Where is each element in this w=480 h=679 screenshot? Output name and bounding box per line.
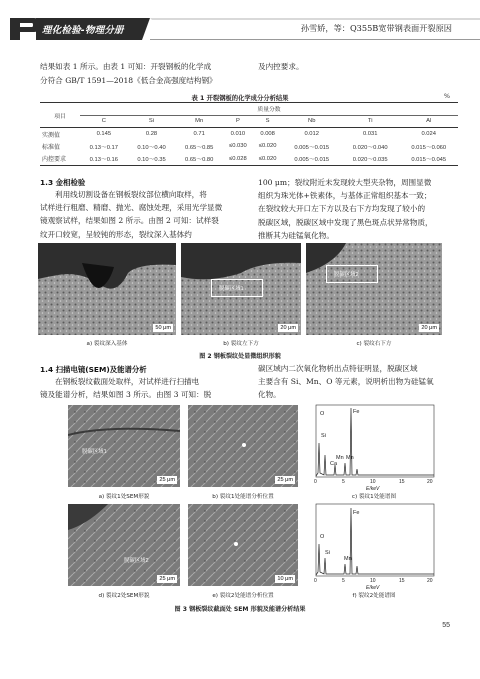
subfigure-caption: e) 裂纹2处能谱分析位置: [212, 593, 274, 599]
table-cell: 0.031: [362, 131, 378, 137]
table-cell: ≤0.030: [229, 143, 247, 150]
table-cell: 0.024: [421, 131, 436, 137]
x-axis-label: E/keV: [366, 486, 380, 491]
element-header: C: [80, 115, 128, 128]
row-label: 实测值: [42, 131, 61, 139]
element-header: Si: [128, 115, 176, 128]
table-row: [40, 153, 458, 166]
running-title: 孙雪娇，等：Q355B宽带钢表面开裂原因: [300, 23, 452, 33]
scale-bar-label: 25 μm: [159, 576, 175, 582]
peak-label: Fe: [353, 510, 360, 516]
tick-label: 10: [370, 479, 376, 485]
peak-label: Mn: [346, 455, 354, 461]
subfigure-caption: a) 裂纹1处SEM形貌: [98, 494, 150, 500]
element-header: Al: [399, 115, 458, 128]
eds-spectrum-f: [306, 502, 442, 590]
text-line: 推断其为硅锰氧化物。: [258, 230, 334, 240]
subfigure-caption: b) 裂纹左下方: [223, 341, 259, 347]
scale-bar-label: 20 μm: [421, 325, 437, 331]
table-cell: 0.28: [145, 131, 158, 137]
eds-spectrum-c: [306, 403, 442, 491]
section-1-4-left: [40, 375, 242, 401]
section-heading: 1.4 扫描电镜(SEM)及能谱分析: [40, 365, 147, 374]
scale-bar-label: 25 μm: [159, 477, 175, 483]
peak-label: Mn: [336, 455, 344, 461]
text-line: 分符合 GB/T 1591—2018《低合金高强度结构钢》: [40, 75, 217, 85]
peak-label: Mn: [344, 556, 352, 562]
tick-label: 15: [399, 578, 405, 584]
peak-label: O: [320, 411, 325, 417]
text-line: 在钢板裂纹截面处取样，对试样进行扫描电: [55, 377, 200, 386]
x-axis-label: E/keV: [366, 585, 380, 590]
table-cell: 0.13～0.17: [89, 144, 119, 151]
page-number: 55: [442, 622, 450, 629]
text-line: 结果如表 1 所示。由表 1 可知：开裂钢板的化学成: [40, 62, 212, 71]
subfigure-caption: f) 裂纹2处能谱图: [352, 593, 396, 599]
figure-caption: 图 2 钢板裂纹处显微组织形貌: [199, 353, 281, 360]
micrograph-b: [181, 243, 301, 335]
text-line: 在裂纹较大开口左下方以及右下方均发现了较小的: [258, 204, 426, 214]
sem-image-e: [188, 504, 298, 586]
table-cell: 0.10～0.40: [137, 144, 166, 151]
section-heading: 1.3 金相检验: [40, 178, 86, 187]
table-cell: 0.015～0.045: [399, 153, 458, 166]
table-caption: 表 1 开裂钢板的化学成分分析结果: [191, 95, 289, 102]
micrograph-c: [306, 243, 442, 335]
text-line: 镜及能谱分析，结果如图 3 所示。由图 3 可知：脱: [40, 390, 212, 400]
text-line: 纹开口较宽，呈较钝的形态，裂纹深入基体约: [40, 229, 192, 239]
subfigure-caption: c) 裂纹右下方: [356, 341, 392, 347]
text-line: 100 μm；裂纹附近未发现较大型夹杂物，周围显微: [258, 178, 432, 187]
table-cell: 0.65～0.85: [184, 144, 214, 151]
table-cell: 0.65～0.80: [175, 153, 223, 166]
peak-label: Si: [325, 550, 330, 556]
scale-bar-label: 20 μm: [280, 325, 296, 331]
subfigure-caption: d) 裂纹2处SEM形貌: [98, 593, 150, 599]
table-cell: 0.008: [260, 131, 275, 137]
peak-label: Fe: [353, 409, 360, 415]
scale-bar-label: 10 μm: [277, 576, 293, 582]
section-1-3-right: [258, 176, 460, 242]
item-header: 项目: [40, 103, 80, 128]
table-cell: 0.145: [96, 131, 112, 137]
sem-image-d: [68, 504, 180, 586]
group-header: 质量分数: [80, 103, 458, 116]
table-cell: 0.015～0.060: [411, 144, 447, 151]
table-cell: 0.020～0.040: [352, 144, 388, 151]
element-header: P: [223, 115, 253, 128]
intro-right: [258, 60, 458, 74]
table-cell: 0.13～0.16: [80, 153, 128, 166]
element-header: S: [253, 115, 283, 128]
subfigure-caption: b) 裂纹1处能谱分析位置: [212, 494, 274, 500]
table-cell: ≤0.028: [223, 153, 253, 166]
region-label: 脱碳区域1: [82, 449, 107, 455]
table-row: [40, 128, 458, 141]
table-cell: 0.020～0.035: [341, 153, 399, 166]
table-cell: 0.005～0.015: [294, 144, 330, 151]
sem-image-b: [188, 405, 298, 487]
element-header: Nb: [282, 115, 340, 128]
tick-label: 10: [370, 578, 376, 584]
section-1-3-left: [40, 188, 242, 241]
subfigure-caption: a) 裂纹深入基体: [86, 341, 128, 347]
section-1-4-right: [258, 362, 460, 402]
row-label: 标准值: [42, 143, 61, 151]
table-unit: %: [443, 92, 450, 100]
text-line: 及内控要求。: [258, 62, 304, 71]
text-line: 主要含有 Si、Mn、O 等元素，说明析出物为硅锰氧: [258, 377, 434, 387]
text-line: 镜观察试样，结果如图 2 所示。由图 2 可知：试样裂: [40, 216, 219, 226]
table-cell: 0.010: [230, 131, 246, 137]
region-label: 脱碳区域1: [219, 286, 244, 292]
region-label: 脱碳区域2: [124, 558, 149, 564]
table-cell: ≤0.020: [253, 153, 283, 166]
region-label: 脱碳区域2: [334, 272, 359, 278]
text-line: 试样进行粗磨、精磨、抛光、腐蚀处理，采用光学显微: [40, 203, 223, 213]
table-cell: 0.71: [193, 131, 205, 137]
table-row: [40, 140, 458, 153]
tick-label: 5: [342, 578, 345, 584]
peak-label: O: [320, 534, 325, 540]
tick-label: 20: [427, 479, 433, 485]
intro-left: [40, 60, 240, 87]
text-line: 化物。: [258, 390, 281, 400]
tick-label: 0: [314, 578, 317, 584]
text-line: 脱碳区域，脱碳区域中发现了黑色斑点状异常物质，: [258, 217, 433, 227]
scale-bar-label: 25 μm: [277, 477, 293, 483]
micrograph-a: [38, 243, 176, 335]
peak-label: Ca: [330, 461, 338, 467]
text-line: 碳区域内二次氧化物析出点特征明显，脱碳区域: [258, 364, 418, 373]
table-cell: ≤0.020: [258, 143, 277, 150]
subfigure-caption: c) 裂纹1处能谱图: [351, 494, 397, 500]
sem-image-a: [68, 405, 180, 487]
row-label: 内控要求: [40, 153, 80, 166]
tick-label: 20: [427, 578, 433, 584]
element-header: Mn: [175, 115, 223, 128]
text-line: 利用线切割设备在钢板裂纹部位横向取样，将: [55, 190, 207, 199]
text-line: 组织为珠光体+铁素体，与基体正常组织基本一致；: [258, 191, 432, 201]
journal-logo-icon: [6, 14, 42, 44]
tick-label: 0: [314, 479, 317, 485]
table-cell: 0.10～0.35: [128, 153, 176, 166]
journal-name: 理化检验-物理分册: [42, 25, 124, 36]
tick-label: 15: [399, 479, 405, 485]
table-cell: 0.012: [304, 131, 319, 137]
table-cell: 0.005～0.015: [282, 153, 340, 166]
peak-label: Si: [321, 433, 326, 439]
scale-bar-label: 50 μm: [155, 325, 171, 331]
tick-label: 5: [342, 479, 345, 485]
figure-caption: 图 3 钢板裂纹截面处 SEM 形貌及能谱分析结果: [174, 606, 306, 613]
element-header: Ti: [341, 115, 399, 128]
composition-table: [40, 102, 458, 166]
